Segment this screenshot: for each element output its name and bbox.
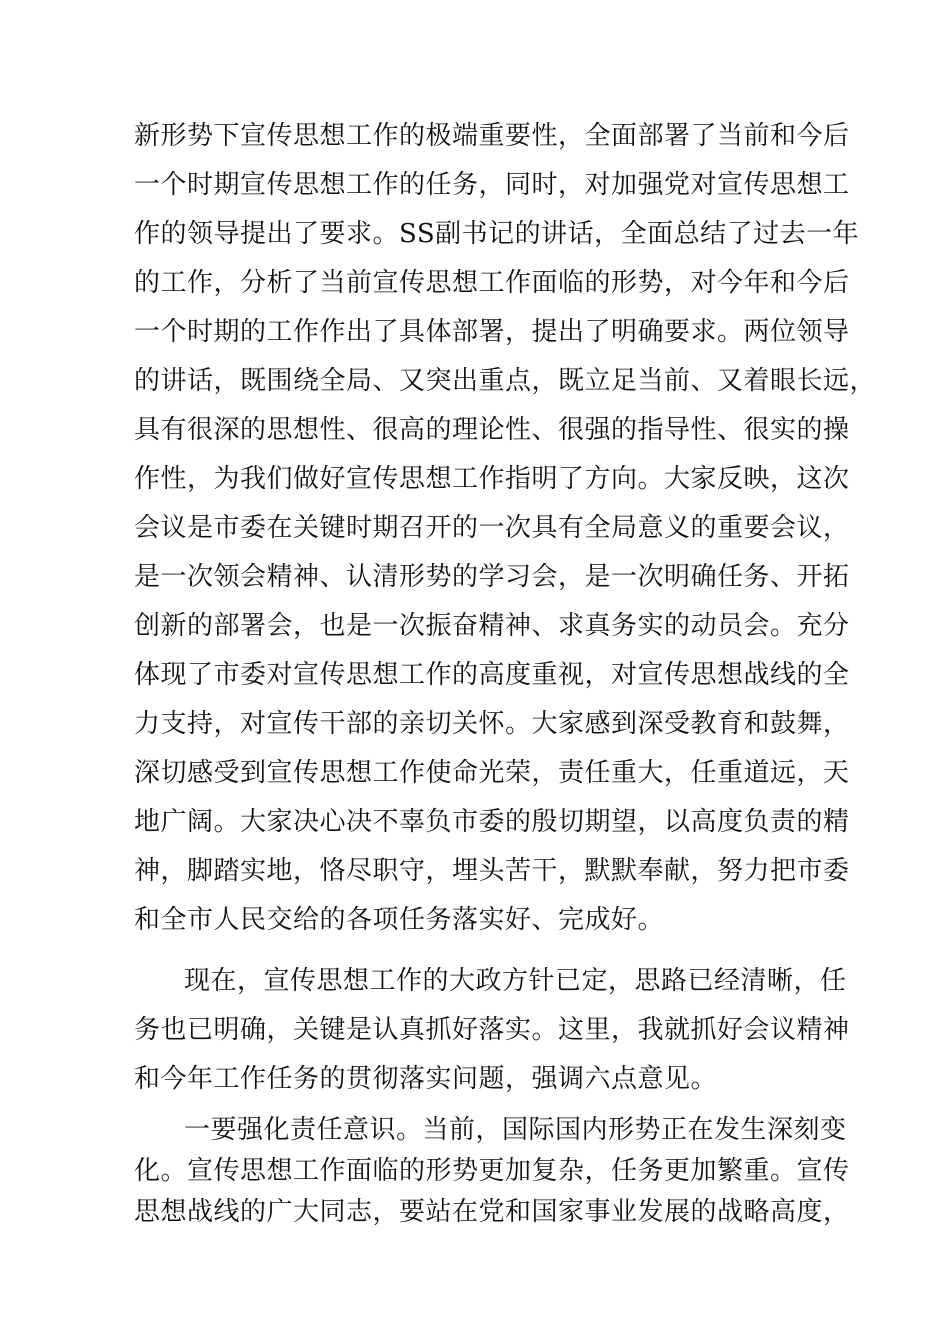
text-line: 和全市人民交给的各项任务落实好、完成好。 [134,905,665,935]
text-line: 一要强化责任意识。当前，国际国内形势正在发生深刻变 [184,1115,847,1145]
text-line: 的工作，分析了当前宣传思想工作面临的形势，对今年和今后 [134,268,850,298]
text-line: 的讲话，既围绕全局、又突出重点，既立足当前、又着眼长远， [134,366,877,396]
text-line: 地广阔。大家决心决不辜负市委的殷切期望，以高度负责的精 [134,807,850,837]
paragraph-implementation [134,957,850,1104]
text-line: 会议是市委在关键时期召开的一次具有全局意义的重要会议， [134,513,850,543]
text-line: 作性，为我们做好宣传思想工作指明了方向。大家反映，这次 [134,464,850,494]
text-line: 是一次领会精神、认清形势的学习会，是一次明确任务、开拓 [134,562,850,592]
text-line: 新形势下宣传思想工作的极端重要性，全面部署了当前和今后 [134,121,850,151]
text-line: 力支持，对宣传干部的亲切关怀。大家感到深受教育和鼓舞， [134,709,850,739]
text-line: 务也已明确，关键是认真抓好落实。这里，我就抓好会议精神 [134,1015,850,1045]
text-line: 具有很深的思想性、很高的理论性、很强的指导性、很实的操 [134,415,850,445]
text-line: 和今年工作任务的贯彻落实问题，强调六点意见。 [134,1064,718,1094]
text-line: 体现了市委对宣传思想工作的高度重视，对宣传思想战线的全 [134,660,850,690]
text-line: 一个时期的工作作出了具体部署，提出了明确要求。两位领导 [134,317,850,347]
text-line: 作的领导提出了要求。SS副书记的讲话，全面总结了过去一年 [134,219,860,249]
text-line: 现在，宣传思想工作的大政方针已定，思路已经清晰，任 [184,966,847,996]
paragraph-continued [134,112,877,945]
text-line: 化。宣传思想工作面临的形势更加复杂，任务更加繁重。宣传 [134,1156,850,1186]
paragraph-responsibility [134,1110,850,1233]
text-line: 一个时期宣传思想工作的任务，同时，对加强党对宣传思想工 [134,170,850,200]
text-line: 神，脚踏实地，恪尽职守，埋头苦干，默默奉献，努力把市委 [134,856,850,886]
text-line: 创新的部署会，也是一次振奋精神、求真务实的动员会。充分 [134,611,850,641]
text-line: 思想战线的广大同志，要站在党和国家事业发展的战略高度， [134,1197,850,1227]
text-line: 深切感受到宣传思想工作使命光荣，责任重大，任重道远，天 [134,758,850,788]
